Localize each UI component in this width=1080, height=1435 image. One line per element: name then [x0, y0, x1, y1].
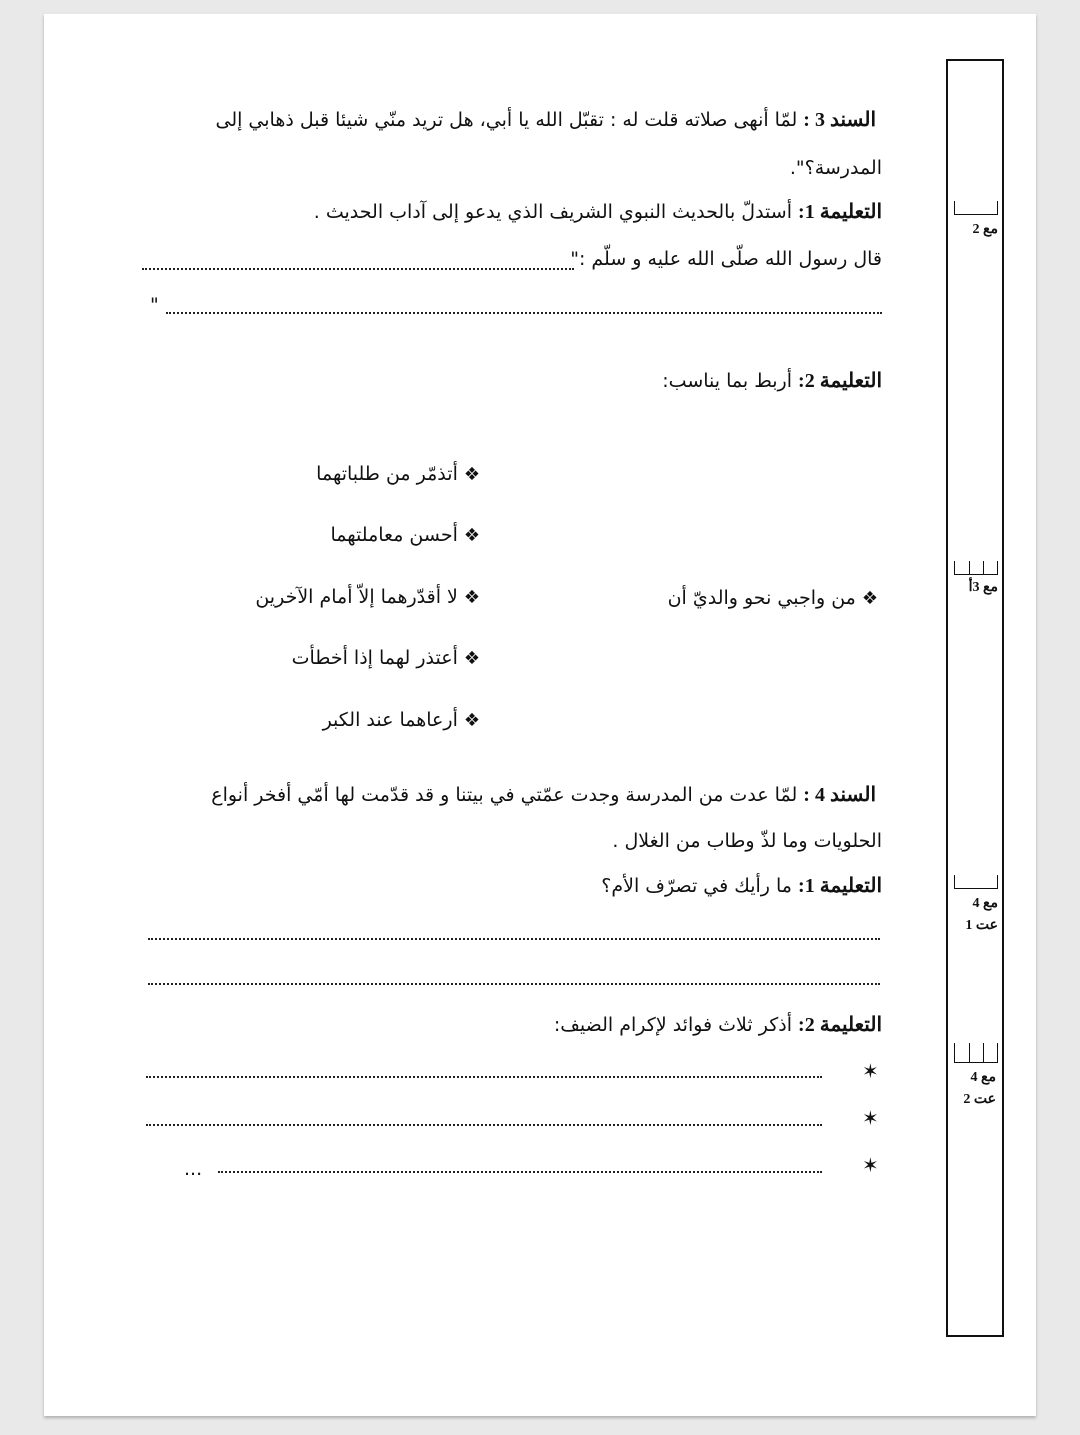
score-box-2[interactable] [954, 561, 998, 575]
sanad3-line2: المدرسة؟". [789, 157, 882, 179]
option-text: أرعاهما عند الكبر [322, 709, 458, 731]
answer-line-1[interactable] [142, 268, 574, 270]
task1-line [314, 199, 882, 225]
diamond-bullet-icon: ❖ [861, 588, 878, 609]
task3-line [601, 873, 882, 899]
task4-text: أذكر ثلاث فوائد لإكرام الضيف: [553, 1014, 792, 1036]
star-bullet-icon: ✶ [862, 1059, 879, 1083]
option-text: أعتذر لهما إذا أخطأت [291, 647, 458, 669]
diamond-bullet-icon: ❖ [463, 710, 480, 731]
answer-line-5[interactable] [146, 1076, 822, 1078]
worksheet-page [44, 14, 1036, 1416]
score-cell [983, 561, 984, 574]
star-bullet-icon: ✶ [862, 1153, 879, 1177]
grading-margin-column [946, 59, 1004, 1337]
mark-criterion-2: مع 3أ [968, 580, 998, 595]
score-box-4[interactable] [954, 1043, 998, 1063]
matching-option-4[interactable] [292, 645, 480, 672]
sanad3-text: لمّا أنهى صلاته قلت له : تقبّل الله يا أبي، هل تريد منّي شيئا قبل ذهابي إلى [215, 109, 798, 131]
mark-criterion-1: مع 2 [972, 222, 998, 237]
diamond-bullet-icon: ❖ [463, 648, 480, 669]
task2-text: أربط بما يناسب: [662, 370, 792, 392]
answer-line-6[interactable] [146, 1124, 822, 1126]
sanad3-label: السند 3 : [803, 109, 876, 131]
hadith-quote-end: " [150, 294, 159, 316]
answer-line-2[interactable] [166, 312, 882, 314]
task3-label: التعليمة 1: [798, 875, 882, 897]
score-cell [983, 1043, 984, 1062]
task3-text: ما رأيك في تصرّف الأم؟ [601, 875, 792, 897]
task1-label: التعليمة 1: [798, 201, 882, 223]
task1-text: أستدلّ بالحديث النبوي الشريف الذي يدعو إلى آداب الحديث . [313, 201, 792, 223]
sanad3-line1 [215, 107, 876, 133]
matching-option-5[interactable] [323, 707, 480, 734]
answer-line-7[interactable] [218, 1171, 822, 1173]
answer-line-4[interactable] [148, 983, 880, 985]
task4-line [554, 1012, 882, 1038]
option-text: أتذمّر من طلباتهما [316, 463, 458, 485]
score-box-1[interactable] [954, 201, 998, 215]
sanad4-line1 [211, 782, 876, 808]
answer-line-3[interactable] [148, 938, 880, 940]
matching-stem [668, 585, 878, 612]
answer-line-7-tail: ... [184, 1158, 203, 1180]
sanad4-line2: الحلويات وما لذّ وطاب من الغلال . [612, 830, 882, 852]
hadith-quote-intro: قال رسول الله صلّى الله عليه و سلّم :" [570, 248, 882, 270]
star-bullet-icon: ✶ [862, 1106, 879, 1130]
matching-option-2[interactable] [331, 522, 480, 549]
mark-criterion-3b: عت 1 [965, 918, 998, 933]
score-box-3[interactable] [954, 875, 998, 889]
sanad4-label: السند 4 : [803, 784, 876, 806]
diamond-bullet-icon: ❖ [463, 464, 480, 485]
matching-stem-text: من واجبي نحو والديّ أن [667, 587, 856, 609]
score-cell [969, 1043, 970, 1062]
diamond-bullet-icon: ❖ [463, 587, 480, 608]
diamond-bullet-icon: ❖ [463, 525, 480, 546]
score-cell [969, 561, 970, 574]
matching-option-1[interactable] [316, 461, 480, 488]
mark-criterion-3a: مع 4 [972, 896, 998, 911]
option-text: أحسن معاملتهما [330, 524, 458, 546]
task2-label: التعليمة 2: [798, 370, 882, 392]
mark-criterion-4b: عت 2 [963, 1092, 996, 1107]
mark-criterion-4a: مع 4 [970, 1070, 996, 1085]
matching-option-3[interactable] [255, 584, 480, 611]
option-text: لا أقدّرهما إلاّ أمام الآخرين [255, 586, 458, 608]
sanad4-text: لمّا عدت من المدرسة وجدت عمّتي في بيتنا و قد قدّمت لها أمّي أفخر أنواع [211, 784, 798, 806]
task2-line [662, 368, 882, 394]
task4-label: التعليمة 2: [798, 1014, 882, 1036]
